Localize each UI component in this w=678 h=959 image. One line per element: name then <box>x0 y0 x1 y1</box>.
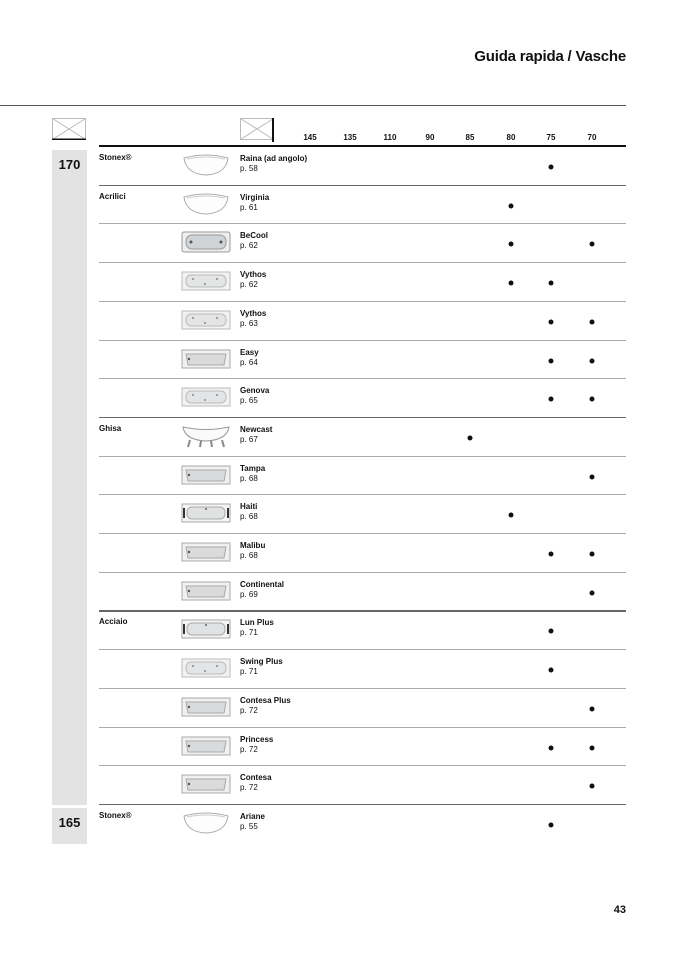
bathtub-thumbnail <box>181 539 231 565</box>
bathtub-thumbnail <box>181 810 231 836</box>
column-header: 70 <box>587 133 597 142</box>
bathtub-thumbnail <box>181 694 231 720</box>
header-rule <box>99 145 626 147</box>
availability-dot <box>509 203 514 208</box>
product-page: p. 63 <box>240 318 258 328</box>
product-name: BeCool <box>240 231 268 241</box>
availability-dot <box>549 358 554 363</box>
availability-dot <box>590 397 595 402</box>
width-label: 165 <box>58 814 81 830</box>
product-page: p. 72 <box>240 705 258 715</box>
column-header: 90 <box>425 133 435 142</box>
column-header: 135 <box>343 133 357 142</box>
empty-cell-icon <box>52 118 86 140</box>
product-name: Vythos <box>240 308 267 318</box>
width-label: 170 <box>58 157 81 172</box>
row-divider <box>99 185 626 187</box>
bathtub-thumbnail <box>181 655 231 681</box>
material-label: Acciaio <box>99 617 128 627</box>
availability-dot <box>549 165 554 170</box>
bathtub-thumbnail <box>181 346 231 372</box>
bathtub-thumbnail <box>181 152 231 178</box>
row-divider <box>99 340 626 341</box>
column-header: 75 <box>546 133 556 142</box>
product-page: p. 68 <box>240 512 258 522</box>
column-header: 145 <box>303 133 317 142</box>
column-header: 110 <box>383 133 397 142</box>
availability-dot <box>549 745 554 750</box>
row-divider <box>99 262 626 263</box>
product-name: Ariane <box>240 811 265 821</box>
material-label: Stonex® <box>99 153 132 162</box>
availability-dot <box>590 745 595 750</box>
column-header: 85 <box>465 133 475 142</box>
product-page: p. 62 <box>240 241 258 251</box>
product-name: Virginia <box>240 192 270 202</box>
bathtub-thumbnail <box>181 191 231 217</box>
availability-dot <box>590 590 595 595</box>
material-label: Stonex® <box>99 810 132 820</box>
product-name: Malibu <box>240 541 266 550</box>
product-page: p. 58 <box>240 164 258 173</box>
row-divider <box>99 494 626 495</box>
product-name: Swing Plus <box>240 657 283 667</box>
product-page: p. 64 <box>240 357 258 367</box>
product-name: Lun Plus <box>240 618 274 628</box>
material-label: Ghisa <box>99 423 122 433</box>
bathtub-thumbnail <box>181 733 231 759</box>
bathtub-thumbnail <box>181 578 231 604</box>
bathtub-thumbnail <box>181 616 231 642</box>
empty-cell-icon <box>240 118 274 140</box>
product-name: Raina (ad angolo) <box>240 154 308 163</box>
material-label: Acrilici <box>99 191 126 201</box>
bathtub-thumbnail <box>181 268 231 294</box>
availability-dot <box>549 397 554 402</box>
product-page: p. 61 <box>240 202 258 212</box>
bathtub-thumbnail <box>181 462 231 488</box>
availability-dot <box>590 784 595 789</box>
availability-dot <box>509 242 514 247</box>
product-page: p. 71 <box>240 628 258 638</box>
availability-dot <box>549 668 554 673</box>
availability-dot <box>509 513 514 518</box>
availability-dot <box>468 435 473 440</box>
row-divider <box>99 804 626 806</box>
availability-dot <box>590 358 595 363</box>
product-page: p. 65 <box>240 396 258 406</box>
product-page: p. 72 <box>240 744 258 754</box>
row-divider <box>99 688 626 689</box>
product-page: p. 62 <box>240 280 258 290</box>
availability-dot <box>590 706 595 711</box>
bathtub-thumbnail <box>181 771 231 797</box>
page-title: Guida rapida / Vasche <box>474 48 626 65</box>
row-divider <box>99 378 626 379</box>
availability-dot <box>590 552 595 557</box>
bathtub-thumbnail <box>181 384 231 410</box>
page-number: 43 <box>613 904 626 916</box>
product-name: Genova <box>240 386 270 396</box>
product-page: p. 68 <box>240 473 258 483</box>
availability-dot <box>549 552 554 557</box>
availability-dot <box>549 629 554 634</box>
row-divider <box>99 765 626 766</box>
top-rule <box>0 105 626 106</box>
product-name: Contesa Plus <box>240 695 291 705</box>
row-divider <box>99 456 626 457</box>
bathtub-thumbnail <box>181 229 231 255</box>
product-name: Contesa <box>240 773 272 783</box>
product-page: p. 68 <box>240 551 258 560</box>
availability-dot <box>590 319 595 324</box>
row-divider <box>99 610 626 612</box>
product-name: Newcast <box>240 424 273 434</box>
row-divider <box>99 301 626 302</box>
availability-dot <box>549 822 554 827</box>
row-divider <box>99 727 626 728</box>
row-divider <box>99 649 626 650</box>
row-divider <box>99 223 626 224</box>
product-name: Continental <box>240 579 284 589</box>
product-name: Tampa <box>240 463 266 473</box>
product-name: Vythos <box>240 270 267 280</box>
product-page: p. 72 <box>240 783 258 793</box>
width-band <box>52 150 87 805</box>
row-divider <box>99 572 626 573</box>
availability-dot <box>549 281 554 286</box>
row-divider <box>99 533 626 534</box>
availability-dot <box>549 319 554 324</box>
product-page: p. 69 <box>240 589 258 599</box>
product-page: p. 55 <box>240 821 258 831</box>
bathtub-thumbnail <box>181 500 231 526</box>
product-name: Haiti <box>240 502 258 512</box>
header-divider <box>272 118 274 142</box>
availability-dot <box>509 281 514 286</box>
row-divider <box>99 417 626 419</box>
availability-dot <box>590 242 595 247</box>
bathtub-thumbnail <box>181 423 231 449</box>
column-header: 80 <box>506 133 516 142</box>
product-name: Easy <box>240 347 259 357</box>
availability-dot <box>590 474 595 479</box>
product-page: p. 71 <box>240 667 258 677</box>
bathtub-thumbnail <box>181 307 231 333</box>
product-page: p. 67 <box>240 434 258 444</box>
product-name: Princess <box>240 734 274 744</box>
